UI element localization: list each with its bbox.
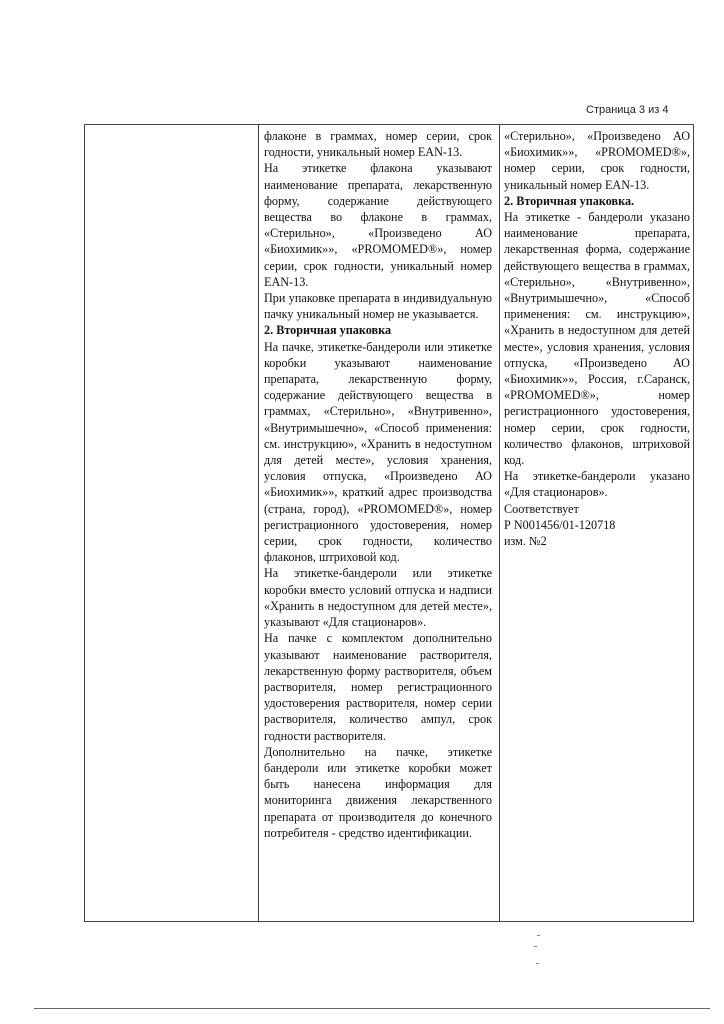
middle-paragraph: флаконе в граммах, номер серии, срок годности, уникальный номер EAN-13.	[264, 129, 492, 160]
right-paragraph: На этикетке-бандероли указано «Для стационаров».	[504, 469, 690, 500]
middle-paragraph: На пачке с комплектом дополнительно указывают наименование растворителя, лекарственную форму растворителя, объем растворителя, номер регистрационного удостоверения растворителя, номер серии растворителя, количество ампул, срок годности растворителя.	[264, 631, 492, 743]
section-heading: 2. Вторичная упаковка	[264, 323, 392, 338]
middle-paragraph: На пачке, этикетке-бандероли или этикетке коробки указывают наименование препарата, лекарственную форму, содержание действующего вещества в граммах, «Стерильно», «Внутривенно», «Внутримышечно», «Способ применения: см. инструкцию», «Хранить в недоступном для детей месте», условия хранения, условия отпуска, «Произведено АО «Биохимик»», краткий адрес производства (страна, город), «PROMOMED®», номер регистрационного удостоверения, номер серии, срок годности, количество флаконов, штриховой код.	[264, 339, 492, 565]
middle-paragraph: На этикетке флакона указывают наименование препарата, лекарственную форму, содержание действующего вещества во флаконе в граммах, «Стерильно», «Произведено АО «Биохимик»», «PROMOMED®», номер серии, срок годности, уникальный номер EAN-13.	[264, 161, 492, 289]
right-paragraph: На этикетке - бандероли указано наименование препарата, лекарственная форма, содержание действующего вещества в граммах, «Стерильно», «Внутривенно», «Внутримышечно», «Способ применения: см. инструкцию», «Хранить в недоступном для детей месте», условия хранения, условия отпуска, «Произведено АО «Биохимик»», Россия, г.Саранск, «PROMOMED®», номер регистрационного удостоверения, номер серии, срок годности, количество флаконов, штриховой код.	[504, 210, 690, 468]
right-paragraph: изм. №2	[504, 534, 547, 549]
scan-speck	[536, 963, 539, 964]
middle-paragraph: При упаковке препарата в индивидуальную пачку уникальный номер не указывается.	[264, 291, 492, 322]
document-table	[84, 124, 694, 922]
middle-column	[264, 128, 492, 841]
section-heading: 2. Вторичная упаковка.	[504, 193, 635, 208]
column-divider-left	[258, 125, 259, 921]
middle-paragraph: На этикетке-бандероли или этикетке коробки вместо условий отпуска и надписи «Хранить в недоступном для детей месте», указывают «Для стационаров».	[264, 566, 492, 630]
right-paragraph: Соответствует	[504, 501, 579, 516]
scan-speck	[537, 935, 540, 936]
column-divider-right	[499, 125, 500, 921]
scan-speck	[534, 946, 537, 947]
right-paragraph: «Стерильно», «Произведено АО «Биохимик»», «PROMOMED®», номер серии, срок годности, уникальный номер EAN-13.	[504, 129, 690, 192]
right-paragraph: Р N001456/01-120718	[504, 517, 616, 532]
footer-rule	[34, 1008, 710, 1009]
middle-paragraph: Дополнительно на пачке, этикетке бандероли или этикетке коробки может быть нанесена информация для мониторинга движения лекарственного препарата от производителя до конечного потребителя - средство идентификации.	[264, 744, 492, 840]
right-column	[504, 128, 690, 549]
page-number: Страница 3 из 4	[586, 104, 669, 116]
